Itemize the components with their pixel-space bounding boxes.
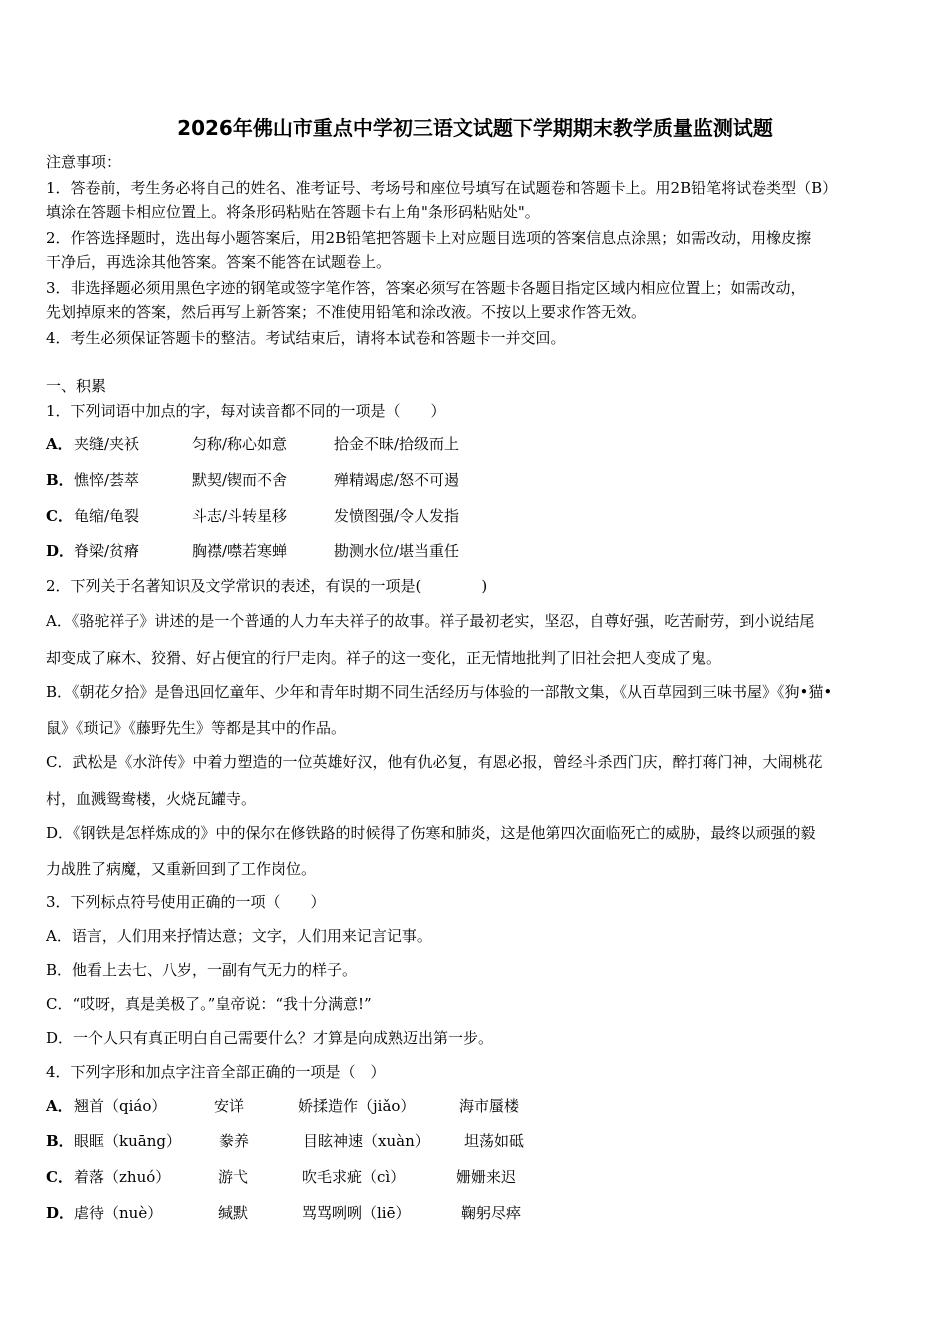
option-cell: 拾金不昧/拾级而上 — [334, 435, 460, 453]
option-cell: 吹毛求疵（cì） — [302, 1168, 406, 1186]
notice-line: 3．非选择题必须用黑色字迹的钢笔或签字笔作答，答案必须写在答题卡各题目指定区域内相应位置上；如需改动， — [46, 279, 806, 297]
option-cell: 脊梁/贫瘠 — [74, 542, 140, 560]
question-2-stem: 2．下列关于名著知识及文学常识的表述，有误的一项是( ) — [46, 577, 488, 595]
option-letter: B． — [46, 471, 74, 489]
option-cell: 豢养 — [219, 1132, 250, 1150]
question-2-line: D．《钢铁是怎样炼成的》中的保尔在修铁路的时候得了伤寒和肺炎，这是他第四次面临死亡的威胁，最终以顽强的毅 — [46, 824, 816, 842]
notice-line: 干净后，再选涂其他答案。答案不能答在试题卷上。 — [46, 253, 392, 271]
page-title: 2026年佛山市重点中学初三语文试题下学期期末教学质量监测试题 — [177, 116, 773, 140]
option-cell: 海市蜃楼 — [459, 1097, 520, 1115]
option-cell: 翘首（qiáo） — [74, 1097, 167, 1115]
option-cell: 胸襟/噤若寒蝉 — [192, 542, 288, 560]
option-cell: 勘测水位/堪当重任 — [334, 542, 460, 560]
notice-line: 填涂在答题卡相应位置上。将条形码粘贴在答题卡右上角"条形码粘贴处"。 — [46, 203, 540, 221]
notice-heading: 注意事项： — [46, 153, 122, 171]
notice-line: 4．考生必须保证答题卡的整洁。考试结束后，请将本试卷和答题卡一并交回。 — [46, 329, 566, 347]
option-letter: A． — [46, 1097, 73, 1115]
option-letter: D． — [46, 542, 75, 560]
option-cell: 娇揉造作（jiǎo） — [298, 1097, 416, 1115]
notice-line: 2．作答选择题时，选出每小题答案后，用2B铅笔把答题卡上对应题目选项的答案信息点涂黑；如需改动，用橡皮擦 — [46, 229, 812, 247]
question-1-stem: 1．下列词语中加点的字，每对读音都不同的一项是（ ） — [46, 402, 446, 420]
option-cell: 着落（zhuó） — [74, 1168, 171, 1186]
option-cell: 发愤图强/令人发指 — [334, 507, 460, 525]
question-3-line: A．语言，人们用来抒情达意；文字，人们用来记言记事。 — [46, 927, 432, 945]
question-3-line: D．一个人只有真正明白自己需要什么？才算是向成熟迈出第一步。 — [46, 1029, 494, 1047]
question-2-line: 村，血溅鸳鸯楼，火烧瓦罐寺。 — [46, 790, 257, 808]
question-3-line: C．“哎呀，真是美极了。”皇帝说：“我十分满意!” — [46, 995, 372, 1013]
option-cell: 夹缝/夹袄 — [74, 435, 140, 453]
option-cell: 坦荡如砥 — [464, 1132, 525, 1150]
option-cell: 憔悴/荟萃 — [74, 471, 140, 489]
question-2-line: 却变成了麻木、狡猾、好占便宜的行尸走肉。祥子的这一变化，正无情地批判了旧社会把人变成了鬼。 — [46, 649, 722, 667]
option-cell: 骂骂咧咧（liē） — [302, 1204, 411, 1222]
question-2-line: B．《朝花夕拾》是鲁迅回忆童年、少年和青年时期不同生活经历与体验的一部散文集，《从百草园到三味书屋》《狗•猫• — [46, 683, 833, 701]
section-heading: 一、积累 — [46, 377, 107, 395]
option-cell: 缄默 — [218, 1204, 249, 1222]
option-cell: 匀称/称心如意 — [192, 435, 288, 453]
option-letter: C． — [46, 1168, 73, 1186]
notice-line: 1．答卷前，考生务必将自己的姓名、准考证号、考场号和座位号填写在试题卷和答题卡上。用2B铅笔将试卷类型（B） — [46, 179, 838, 197]
option-cell: 鞠躬尽瘁 — [461, 1204, 522, 1222]
notice-line: 先划掉原来的答案，然后再写上新答案；不准使用铅笔和涂改液。不按以上要求作答无效。 — [46, 303, 647, 321]
question-2-line: A．《骆驼祥子》讲述的是一个普通的人力车夫祥子的故事。祥子最初老实，坚忍，自尊好强，吃苦耐劳，到小说结尾 — [46, 612, 815, 630]
option-cell: 默契/锲而不舍 — [192, 471, 288, 489]
question-3-stem: 3．下列标点符号使用正确的一项（ ） — [46, 893, 326, 911]
option-cell: 殚精竭虑/怒不可遏 — [334, 471, 460, 489]
question-2-line: 力战胜了病魔，又重新回到了工作岗位。 — [46, 860, 317, 878]
option-letter: D． — [46, 1204, 75, 1222]
option-cell: 斗志/斗转星移 — [192, 507, 288, 525]
option-cell: 游弋 — [218, 1168, 249, 1186]
option-cell: 姗姗来迟 — [456, 1168, 517, 1186]
option-letter: A． — [46, 435, 73, 453]
option-letter: C． — [46, 507, 73, 525]
question-2-line: C．武松是《水浒传》中着力塑造的一位英雄好汉，他有仇必复，有恩必报，曾经斗杀西门庆，醉打蒋门神，大闹桃花 — [46, 753, 823, 771]
option-cell: 龟缩/龟裂 — [74, 507, 140, 525]
option-cell: 眼眶（kuāng） — [74, 1132, 181, 1150]
option-cell: 目眩神速（xuàn） — [303, 1132, 430, 1150]
question-3-line: B．他看上去七、八岁，一副有气无力的样子。 — [46, 961, 358, 979]
question-2-line: 鼠》《琐记》《藤野先生》等都是其中的作品。 — [46, 719, 347, 737]
option-cell: 安详 — [214, 1097, 245, 1115]
option-cell: 虐待（nuè） — [74, 1204, 163, 1222]
question-4-stem: 4．下列字形和加点字注音全部正确的一项是（ ） — [46, 1063, 386, 1081]
option-letter: B． — [46, 1132, 74, 1150]
